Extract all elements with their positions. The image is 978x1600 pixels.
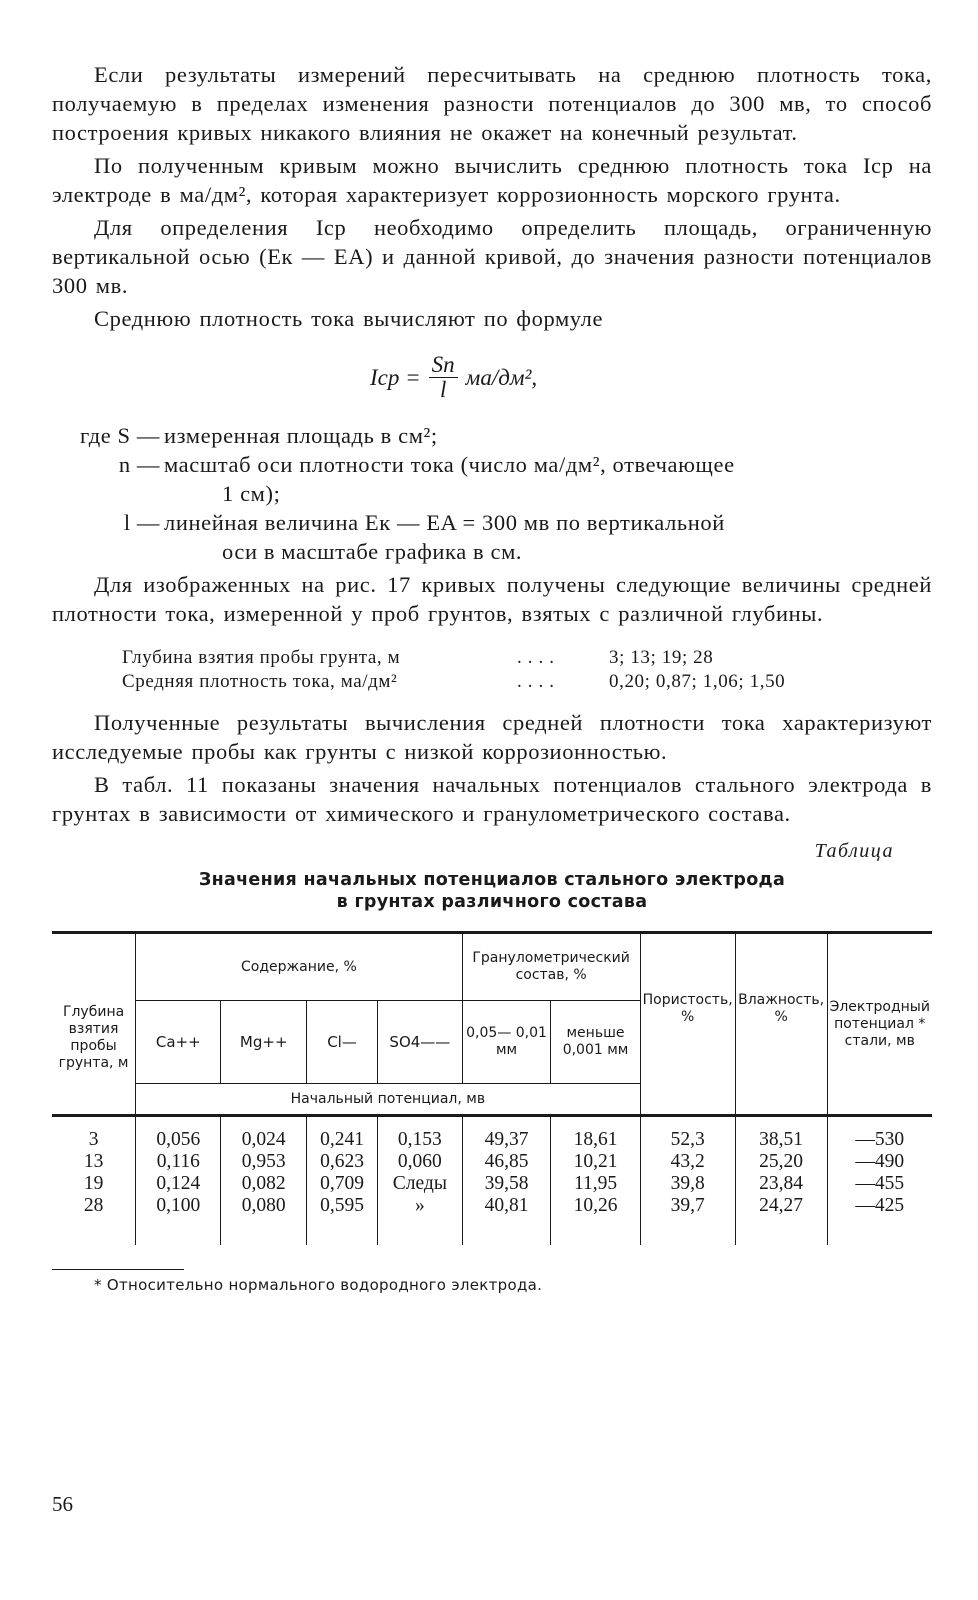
cell-gran-finest: 10,26 [551, 1195, 640, 1245]
data-label: Глубина взятия пробы грунта, м [122, 647, 401, 668]
cell-gran-fine: 39,58 [462, 1173, 551, 1195]
cell-mg: 0,953 [221, 1151, 307, 1173]
data-values: 0,20; 0,87; 1,06; 1,50 [609, 671, 786, 692]
header-so4: SO4—— [378, 1001, 463, 1084]
paragraph-5: Для изображенных на рис. 17 кривых получены следующие величины средней плотности тока, измеренной у проб грунтов, взятых с различной глубины. [52, 572, 932, 626]
header-mg: Mg++ [221, 1001, 307, 1084]
cell-ca: 0,056 [136, 1116, 221, 1152]
table-title-line: в грунтах различного состава [336, 892, 648, 912]
cell-porosity: 52,3 [640, 1116, 735, 1152]
cell-gran-fine: 40,81 [462, 1195, 551, 1245]
cell-gran-finest: 11,95 [551, 1173, 640, 1195]
cell-potential: —490 [827, 1151, 932, 1173]
cell-porosity: 43,2 [640, 1151, 735, 1173]
cell-so4: Следы [378, 1173, 463, 1195]
cell-gran-finest: 18,61 [551, 1116, 640, 1152]
cell-cl: 0,241 [307, 1116, 378, 1152]
definition-text: 1 см); [222, 481, 281, 506]
table-row [52, 1151, 932, 1173]
definition-text: линейная величина Eк — EA = 300 мв по вертикальной [164, 510, 725, 535]
cell-gran-fine: 49,37 [462, 1116, 551, 1152]
definition-text: масштаб оси плотности тока (число ма/дм², отвечающее [164, 452, 735, 477]
data-row [122, 646, 932, 670]
paragraph-2: По полученным кривым можно вычислить среднюю плотность тока Iср на электроде в ма/дм², которая характеризует коррозионность морского грунта. [52, 153, 932, 207]
cell-so4: 0,153 [378, 1116, 463, 1152]
cell-cl: 0,595 [307, 1195, 378, 1245]
page-number: 56 [52, 1492, 73, 1516]
cell-gran-fine: 46,85 [462, 1151, 551, 1173]
formula-numerator: Sn [429, 353, 458, 378]
definition-text: измеренная площадь в см²; [164, 423, 438, 448]
cell-gran-finest: 10,21 [551, 1151, 640, 1173]
data-row [122, 670, 932, 694]
cell-porosity: 39,7 [640, 1195, 735, 1245]
cell-cl: 0,623 [307, 1151, 378, 1173]
definition-s [52, 421, 932, 450]
header-initial-potential: Начальный потенциал, мв [136, 1084, 640, 1116]
formula-lhs: Iср = [370, 364, 421, 390]
header-ca: Ca++ [136, 1001, 221, 1084]
definition-symbol: n — [118, 452, 160, 477]
header-moisture: Влажность, % [735, 933, 827, 1084]
formula-fraction [429, 353, 458, 402]
header-cl: Cl— [307, 1001, 378, 1084]
header-potential: Электродный потенциал * стали, мв [827, 933, 932, 1116]
cell-so4: 0,060 [378, 1151, 463, 1173]
paragraph-7: В табл. 11 показаны значения начальных потенциалов стального электрода в грунтах в зависимости от химического и гранулометрического состава. [52, 772, 932, 826]
cell-mg: 0,082 [221, 1173, 307, 1195]
paragraph-1: Если результаты измерений пересчитывать на среднюю плотность тока, получаемую в пределах изменения разности потенциалов до 300 мв, то способ построения кривых никакого влияния не окажет на конечный результат. [52, 62, 932, 145]
paragraph-4: Среднюю плотность тока вычисляют по формуле [94, 306, 604, 331]
cell-moisture: 24,27 [735, 1195, 827, 1245]
formula-units: ма/дм², [465, 364, 538, 390]
cell-potential: —455 [827, 1173, 932, 1195]
table-row [52, 1116, 932, 1152]
definitions [52, 421, 932, 566]
paragraph-6: Полученные результаты вычисления средней плотности тока характеризуют исследуемые пробы как грунты с низкой коррозионностью. [52, 710, 932, 764]
header-content: Содержание, % [136, 933, 463, 1001]
data-label: Средняя плотность тока, ма/дм² [122, 671, 398, 692]
footnote-rule [52, 1269, 184, 1270]
data-values: 3; 13; 19; 28 [609, 647, 714, 668]
formula [52, 347, 932, 403]
header-granulometric: Гранулометрический состав, % [462, 933, 640, 1001]
definition-l-cont [52, 537, 932, 566]
header-gran-finest: меньше 0,001 мм [551, 1001, 640, 1084]
data-dots: .... [517, 671, 560, 692]
depth-density-data [122, 646, 932, 694]
cell-potential: —425 [827, 1195, 932, 1245]
cell-depth: 19 [83, 1173, 104, 1194]
table-title-line: Значения начальных потенциалов стального электрода [198, 870, 786, 890]
definition-l [52, 508, 932, 537]
definition-n [52, 450, 932, 479]
table-row [52, 1173, 932, 1195]
cell-depth: 3 [88, 1129, 99, 1150]
cell-mg: 0,024 [221, 1116, 307, 1152]
cell-ca: 0,100 [136, 1195, 221, 1245]
cell-moisture: 38,51 [735, 1116, 827, 1152]
cell-moisture: 25,20 [735, 1151, 827, 1173]
definition-n-cont [52, 479, 932, 508]
table-row [52, 1195, 932, 1245]
definition-symbol: l — [123, 510, 160, 535]
formula-denominator: l [439, 377, 447, 402]
cell-depth: 28 [83, 1195, 104, 1216]
potentials-table [52, 931, 932, 1245]
cell-potential: —530 [827, 1116, 932, 1152]
paragraph-3: Для определения Iср необходимо определить площадь, ограниченную вертикальной осью (Eк — EA) и данной кривой, до значения разности потенциалов 300 мв. [52, 215, 932, 298]
cell-moisture: 23,84 [735, 1173, 827, 1195]
cell-depth: 13 [83, 1151, 104, 1172]
cell-ca: 0,124 [136, 1173, 221, 1195]
cell-cl: 0,709 [307, 1173, 378, 1195]
definition-symbol: где S — [79, 423, 160, 448]
header-porosity: Пористость, % [640, 933, 735, 1084]
table-title [52, 869, 932, 913]
data-dots: .... [517, 647, 560, 668]
header-gran-fine: 0,05— 0,01 мм [462, 1001, 551, 1084]
cell-ca: 0,116 [136, 1151, 221, 1173]
cell-mg: 0,080 [221, 1195, 307, 1245]
header-depth: Глубина взятия пробы грунта, м [52, 933, 136, 1116]
page-content [52, 60, 932, 1294]
cell-so4: » [378, 1195, 463, 1245]
footnote: * Относительно нормального водородного электрода. [94, 1276, 543, 1294]
cell-porosity: 39,8 [640, 1173, 735, 1195]
definition-text: оси в масштабе графика в см. [222, 539, 523, 564]
table-caption: Таблица [814, 840, 894, 862]
